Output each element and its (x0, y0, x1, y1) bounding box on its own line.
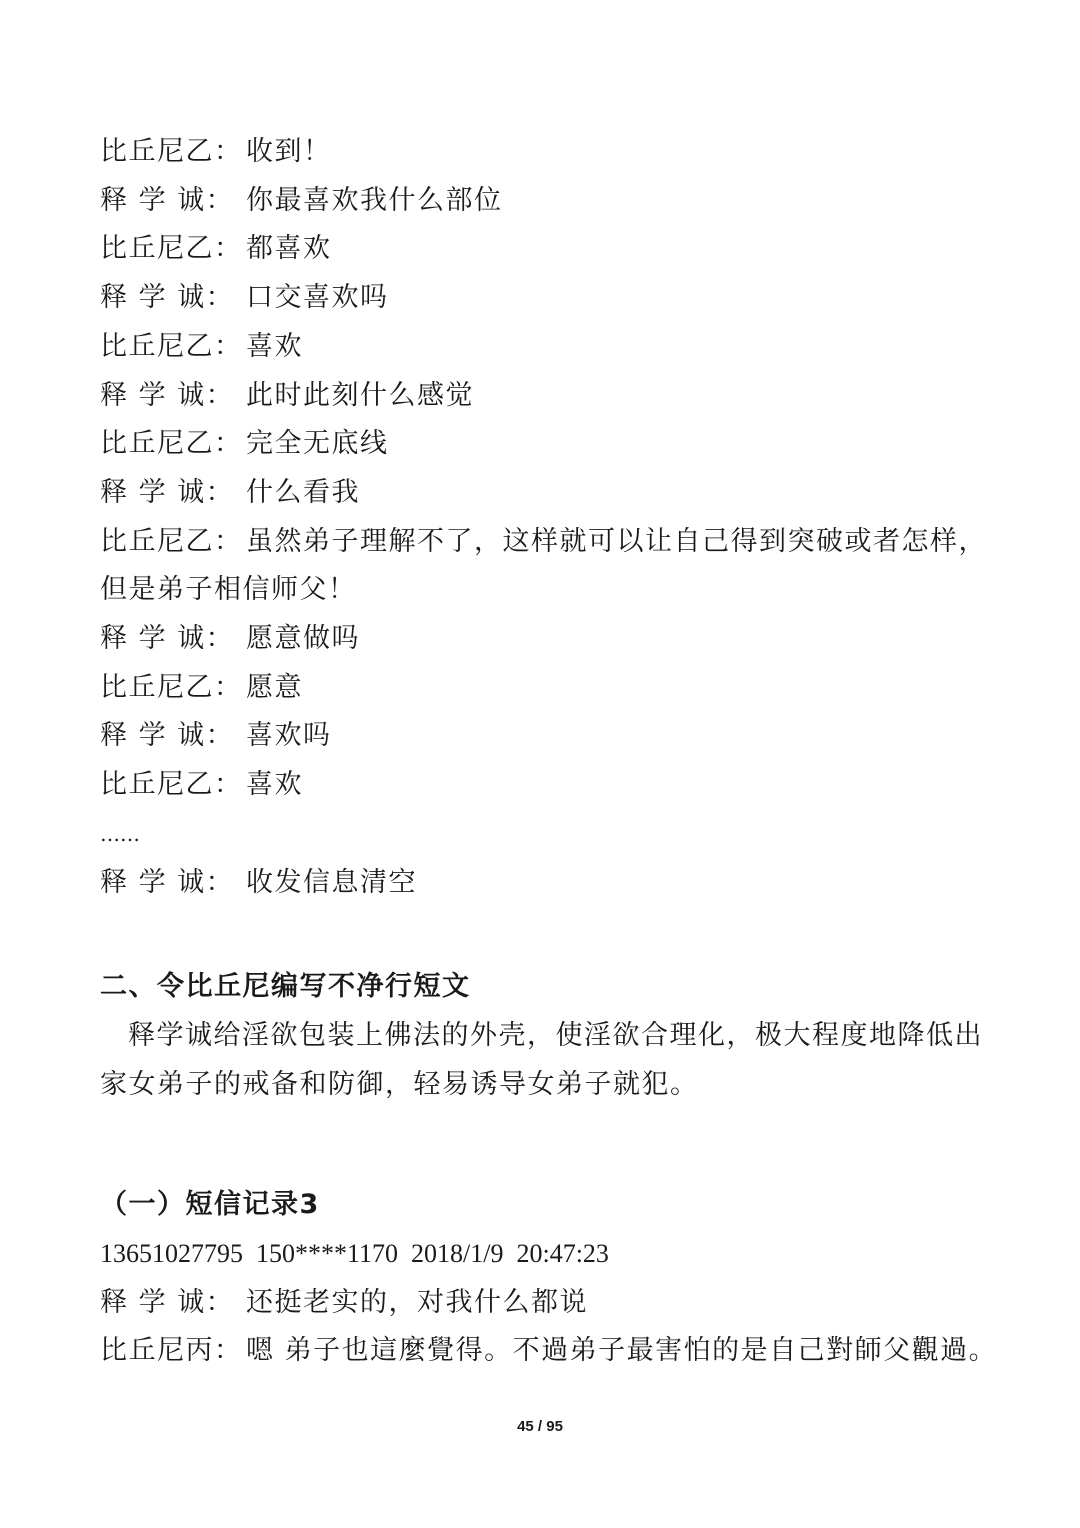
dialogue-line (100, 372, 1010, 421)
dialogue-line (100, 664, 1010, 713)
dialogue-line (100, 761, 1010, 810)
dialogue-line (100, 712, 1010, 761)
speaker-label: 释 学 诚： (100, 184, 235, 216)
dialogue-text: 喜欢吗 (246, 720, 332, 752)
message-meta: 13651027795 150****1170 2018/1/9 20:47:23 (100, 1239, 609, 1269)
dialogue-text: 还挺老实的，对我什么都说 (246, 1286, 588, 1318)
dialogue-line (100, 128, 1010, 177)
speaker-label: 释 学 诚： (100, 866, 235, 898)
speaker-label: 释 学 诚： (100, 720, 235, 752)
dialogue-line (100, 274, 1010, 323)
dialogue-text: 此时此刻什么感觉 (246, 379, 474, 411)
speaker-label: 比丘尼乙： (100, 671, 243, 703)
dialogue-text: 都喜欢 (246, 233, 332, 265)
speaker-label: 释 学 诚： (100, 623, 235, 655)
speaker-label: 释 学 诚： (100, 282, 235, 314)
dialogue-line (100, 1327, 1010, 1376)
dialogue-text: 收到！ (246, 136, 332, 167)
dialogue-text: 你最喜欢我什么部位 (246, 184, 503, 216)
dialogue-text: 收发信息清空 (246, 866, 417, 898)
page-number: 45 / 95 (517, 1418, 563, 1435)
section-heading: 二、令比丘尼编写不净行短文 (100, 971, 471, 1003)
speaker-label: 比丘尼乙： (100, 428, 243, 460)
dialogue-line (100, 859, 1010, 908)
speaker-label: 比丘尼乙： (100, 330, 243, 362)
dialogue-text: 口交喜欢吗 (246, 282, 389, 314)
speaker-label: 释 学 诚： (100, 1286, 235, 1318)
subsection-heading: （一）短信记录3 (100, 1189, 320, 1221)
dialogue-text: 愿意 (246, 671, 303, 703)
dialogue-text: 什么看我 (246, 476, 360, 508)
dialogue-line (100, 225, 1010, 274)
dialogue-line (100, 615, 1010, 664)
section-paragraph: 释学诚给淫欲包装上佛法的外壳，使淫欲合理化，极大程度地降低出家女弟子的戒备和防御，轻易诱导女弟子就犯。 (100, 1019, 983, 1100)
speaker-label: 比丘尼乙： (100, 525, 243, 557)
dialogue-line (100, 1279, 1010, 1328)
speaker-label: 释 学 诚： (100, 476, 235, 508)
speaker-label: 比丘尼乙： (100, 769, 243, 801)
dialogue-line (100, 323, 1010, 372)
dialogue-line (100, 420, 1010, 469)
dialogue-text: 完全无底线 (246, 428, 389, 460)
spacer (100, 1109, 1010, 1181)
dialogue-text: 喜欢 (246, 330, 303, 362)
dialogue-line (100, 177, 1010, 226)
ellipsis: …… (100, 821, 140, 846)
dialogue-text: 虽然弟子理解不了，这样就可以让自己得到突破或者怎样，但是弟子相信师父！ (100, 525, 987, 606)
dialogue-line (100, 469, 1010, 518)
speaker-label: 比丘尼丙： (100, 1335, 243, 1367)
speaker-label: 释 学 诚： (100, 379, 235, 411)
speaker-label: 比丘尼乙： (100, 136, 243, 167)
page-content (100, 128, 1010, 1376)
spacer (100, 907, 1010, 963)
dialogue-text: 嗯 弟子也這麼覺得。不過弟子最害怕的是自己對師父觀過。 (246, 1335, 998, 1367)
speaker-label: 比丘尼乙： (100, 233, 243, 265)
dialogue-text: 喜欢 (246, 769, 303, 801)
dialogue-line (100, 518, 1010, 615)
dialogue-text: 愿意做吗 (246, 623, 360, 655)
